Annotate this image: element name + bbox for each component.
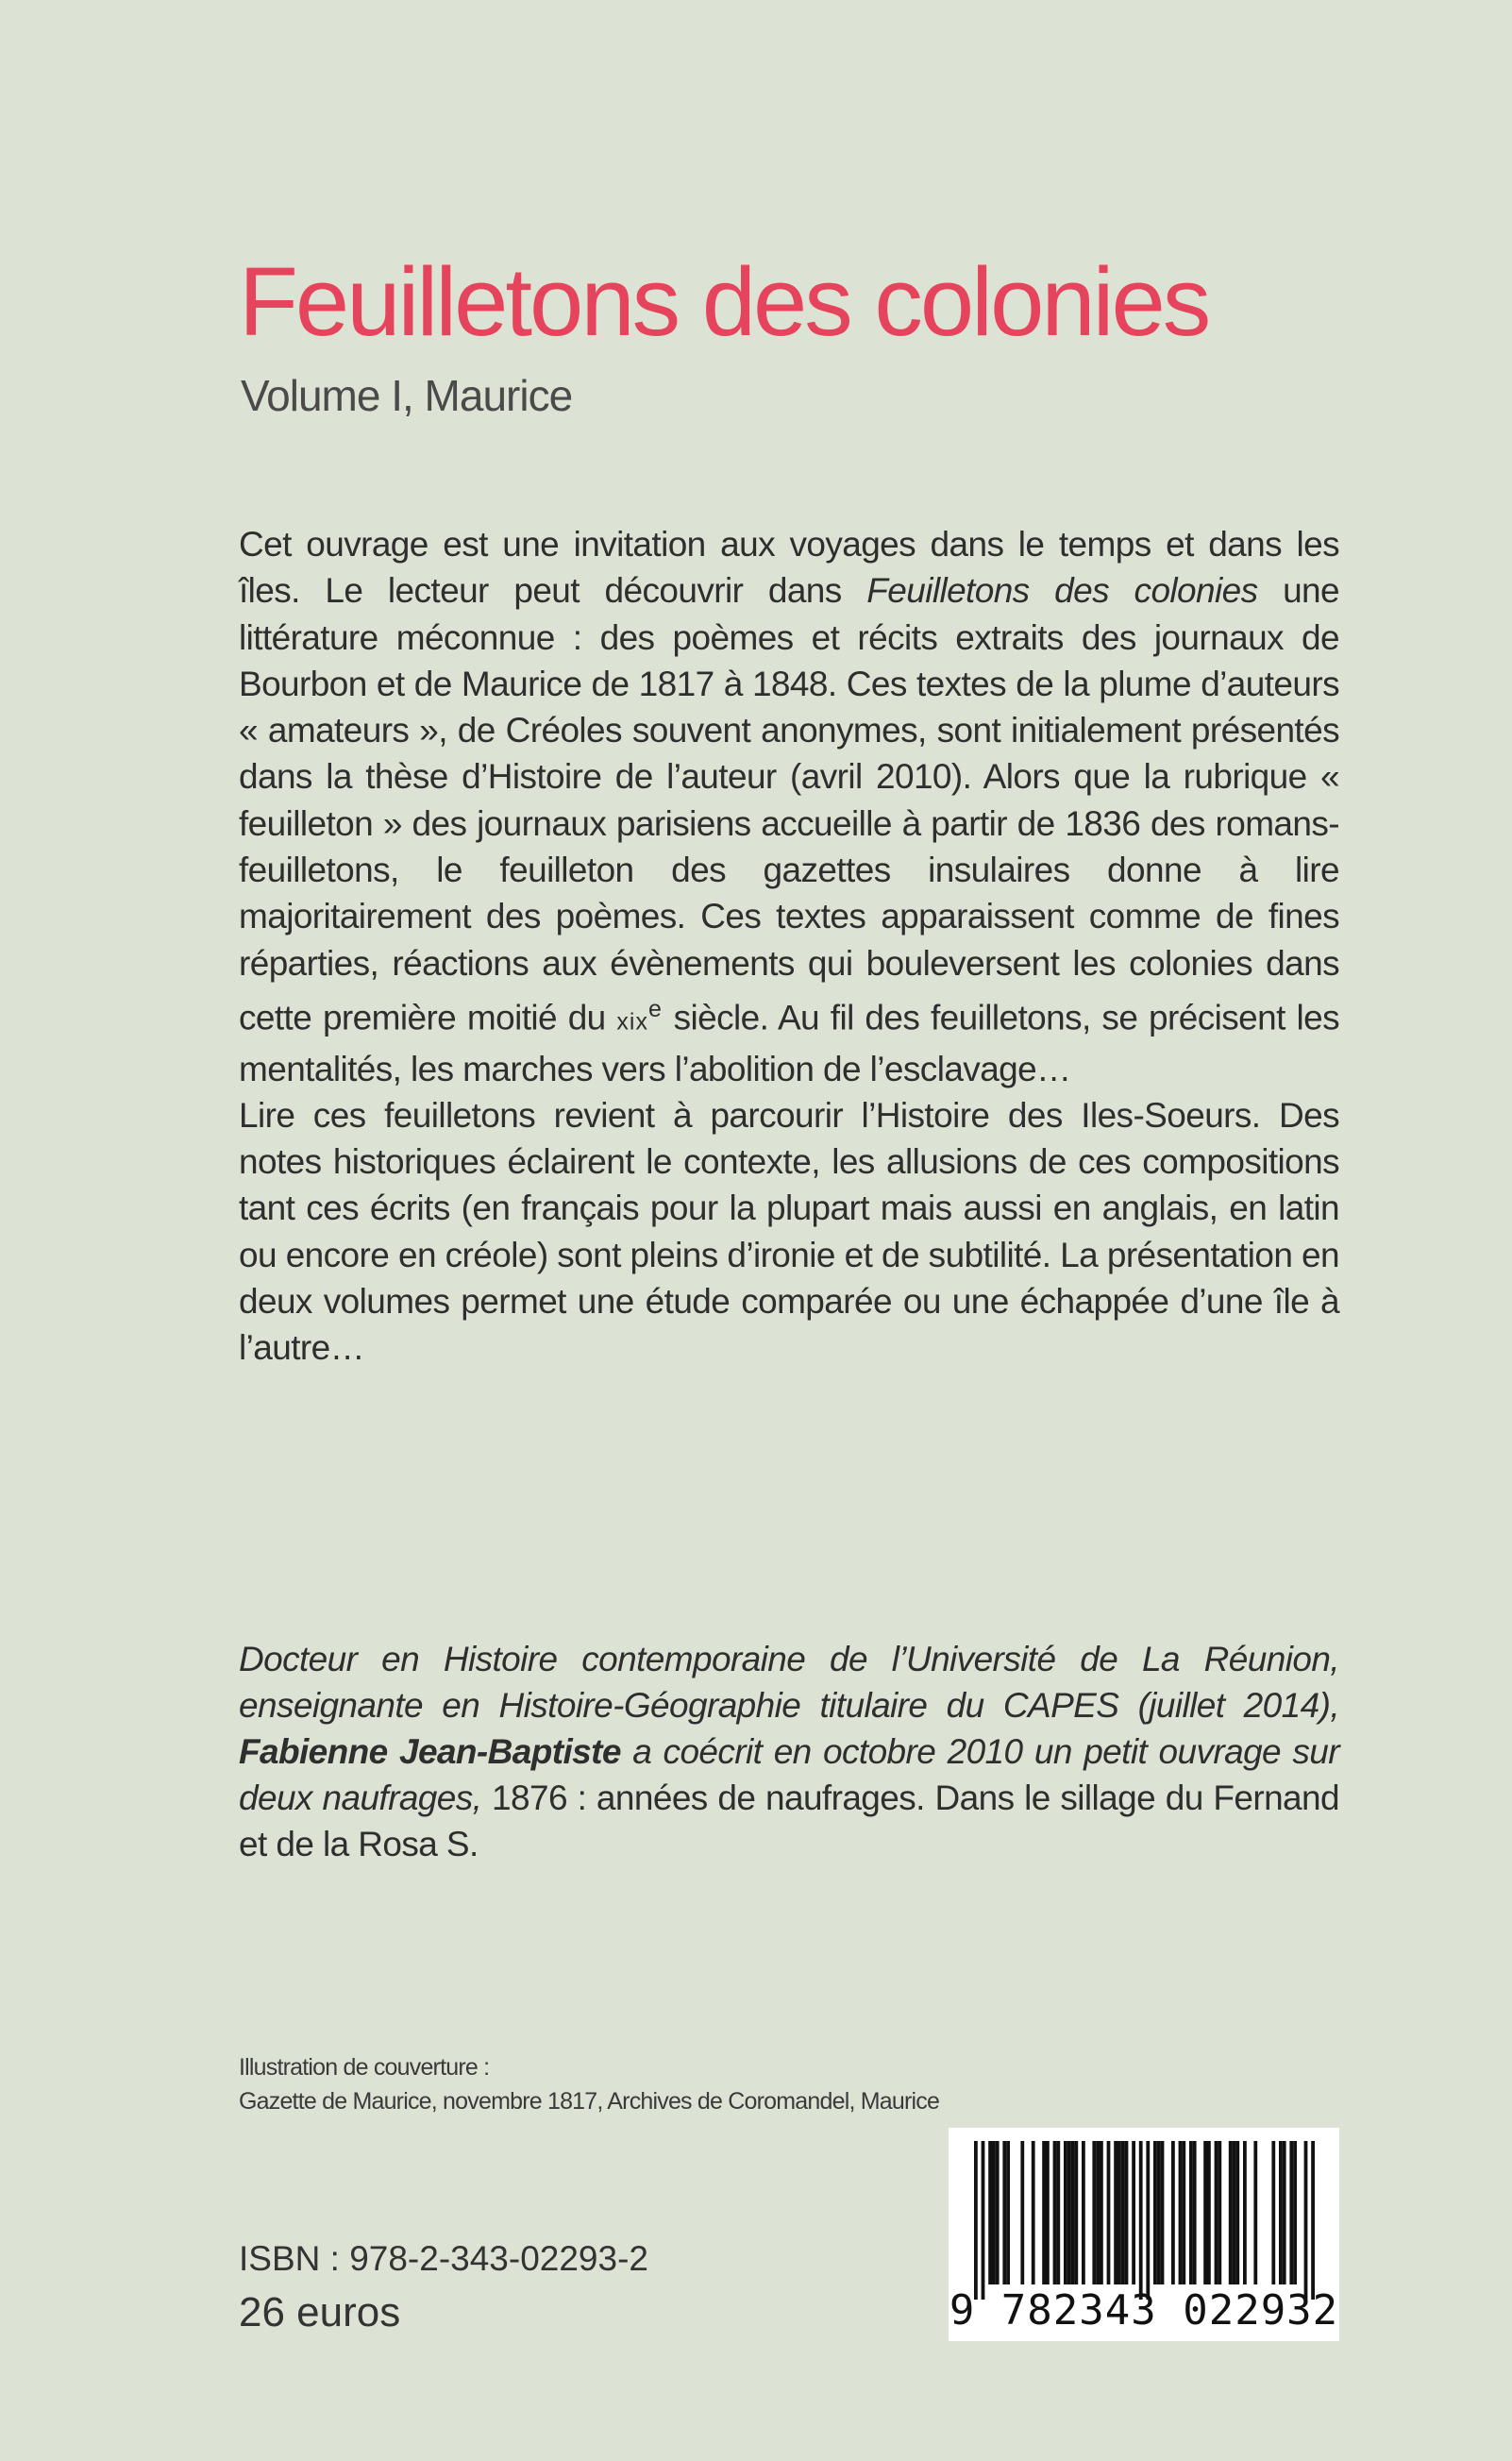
isbn-label: ISBN : 978-2-343-02293-2 [239, 2239, 648, 2278]
barcode-bar [1125, 2141, 1129, 2284]
barcode-bar [1132, 2141, 1135, 2284]
barcode-bar [1171, 2141, 1175, 2284]
barcode-bar [1271, 2141, 1275, 2284]
barcode-bar [1074, 2141, 1078, 2284]
barcode-bar [1283, 2141, 1286, 2284]
barcode-bar [1293, 2141, 1297, 2284]
barcode-bar [1146, 2141, 1150, 2300]
barcode-bar [1218, 2141, 1221, 2284]
barcode-bar [1279, 2141, 1283, 2284]
barcode-bar [1179, 2141, 1183, 2284]
barcode-digits: 9 782343 022932 [949, 2286, 1339, 2335]
barcode-bar [1182, 2141, 1185, 2284]
barcode [949, 2128, 1339, 2341]
barcode-bar [1121, 2141, 1125, 2284]
barcode-bar [1289, 2141, 1293, 2284]
barcode-bar [1042, 2141, 1046, 2284]
barcode-bar [1032, 2141, 1035, 2284]
description-text: une littérature méconnue : des poèmes et récits extraits des journaux de Bourbon et de Maurice de 1817 à 1848. Ces textes de la plume d’auteurs « amateurs », de Créoles souvent anonymes, sont initialement présentés dans la thèse d’Histoire de l’auteur (avril 2010). Alors que la rubrique « feuilleton » des journaux parisiens accueille à partir de 1836 des romans-feuilletons, le feuilleton des gazettes insulaires donne à lire majoritairement des poèmes. Ces textes apparaissent comme de fines réparties, réactions aux évènements qui bouleversent les colonies dans cette première moitié du [239, 571, 1340, 1037]
century-numeral: xix [616, 1008, 648, 1036]
barcode-bar [1235, 2141, 1239, 2284]
book-description [239, 521, 1339, 1372]
barcode-bar [1053, 2141, 1057, 2284]
barcode-bar [974, 2141, 978, 2300]
barcode-bar [1092, 2141, 1096, 2284]
author-bio [239, 1636, 1339, 1867]
page-title: Feuilletons des colonies [239, 247, 1209, 356]
barcode-bar [1243, 2141, 1247, 2284]
barcode-bar [1046, 2141, 1050, 2284]
barcode-bar [982, 2141, 985, 2300]
author-bio-text: 1876 : années de naufrages. Dans le sillage du Fernand et de la Rosa S. [239, 1778, 1339, 1863]
barcode-bar [1215, 2141, 1218, 2284]
barcode-bar [1006, 2141, 1010, 2284]
barcode-bar [1002, 2141, 1006, 2284]
barcode-bar [1153, 2141, 1157, 2284]
barcode-bar [1161, 2141, 1165, 2284]
barcode-bar [1107, 2141, 1111, 2284]
barcode-bar [1056, 2141, 1060, 2284]
book-title-italic: Feuilletons des colonies [866, 571, 1258, 611]
credit-label: Illustration de couverture : [239, 2054, 490, 2081]
barcode-bar [1064, 2141, 1067, 2284]
century-superscript: e [647, 995, 663, 1022]
description-text: siècle. Au fil des feuilletons, se précisent les mentalités, les marches vers l’abolition de l’esclavage… [239, 998, 1340, 1088]
barcode-bar [1304, 2141, 1308, 2300]
barcode-bar [1207, 2141, 1211, 2284]
barcode-bar [1071, 2141, 1075, 2284]
barcode-bar [1020, 2141, 1024, 2284]
description-paragraph [239, 521, 1339, 1092]
page-subtitle: Volume I, Maurice [241, 371, 573, 420]
description-paragraph: Lire ces feuilletons revient à parcourir l’Histoire des Iles-Soeurs. Des notes historiques éclairent le contexte, les allusions de ces compositions tant ces écrits (en français pour la plupart mais aussi en anglais, en latin ou encore en créole) sont pleins d’ironie et de subtilité. La présentation en deux volumes permet une étude comparée ou une échappée d’une île à l’autre… [239, 1095, 1339, 1368]
barcode-bar [1082, 2141, 1085, 2284]
barcode-bar [1096, 2141, 1100, 2284]
barcode-bar [1157, 2141, 1161, 2284]
author-bio-text: a coécrit en octobre 2010 un petit ouvrage sur deux naufrages, [239, 1732, 1339, 1817]
barcode-bar [1253, 2141, 1257, 2284]
barcode-bar [1233, 2141, 1236, 2284]
barcode-bar [1117, 2141, 1121, 2284]
author-name: Fabienne Jean-Baptiste [239, 1732, 621, 1771]
price-label: 26 euros [239, 2289, 401, 2335]
barcode-bar [1203, 2141, 1207, 2284]
barcode-bar [992, 2141, 996, 2284]
barcode-bar [1189, 2141, 1193, 2284]
barcode-bar [1067, 2141, 1071, 2284]
barcode-bar [988, 2141, 992, 2284]
barcode-bar [1311, 2141, 1315, 2300]
barcode-bar [1114, 2141, 1117, 2284]
barcode-bar [1139, 2141, 1143, 2300]
barcode-bar [996, 2141, 1000, 2284]
barcode-bar [1229, 2141, 1233, 2284]
credit-source: Gazette de Maurice, novembre 1817, Archives de Coromandel, Maurice [239, 2088, 940, 2115]
barcode-bar [1193, 2141, 1197, 2284]
description-text: Cet ouvrage est une invitation aux voyages dans le temps et dans les îles. Le lecteur peut découvrir dans [239, 525, 1339, 611]
cover-illustration-credit [239, 2050, 939, 2118]
author-bio-paragraph [239, 1636, 1339, 1867]
author-bio-text: Docteur en Histoire contemporaine de l’Université de La Réunion, enseignante en Histoire-Géographie titulaire du CAPES (juillet 2014), [239, 1640, 1339, 1725]
barcode-bar [1100, 2141, 1103, 2284]
